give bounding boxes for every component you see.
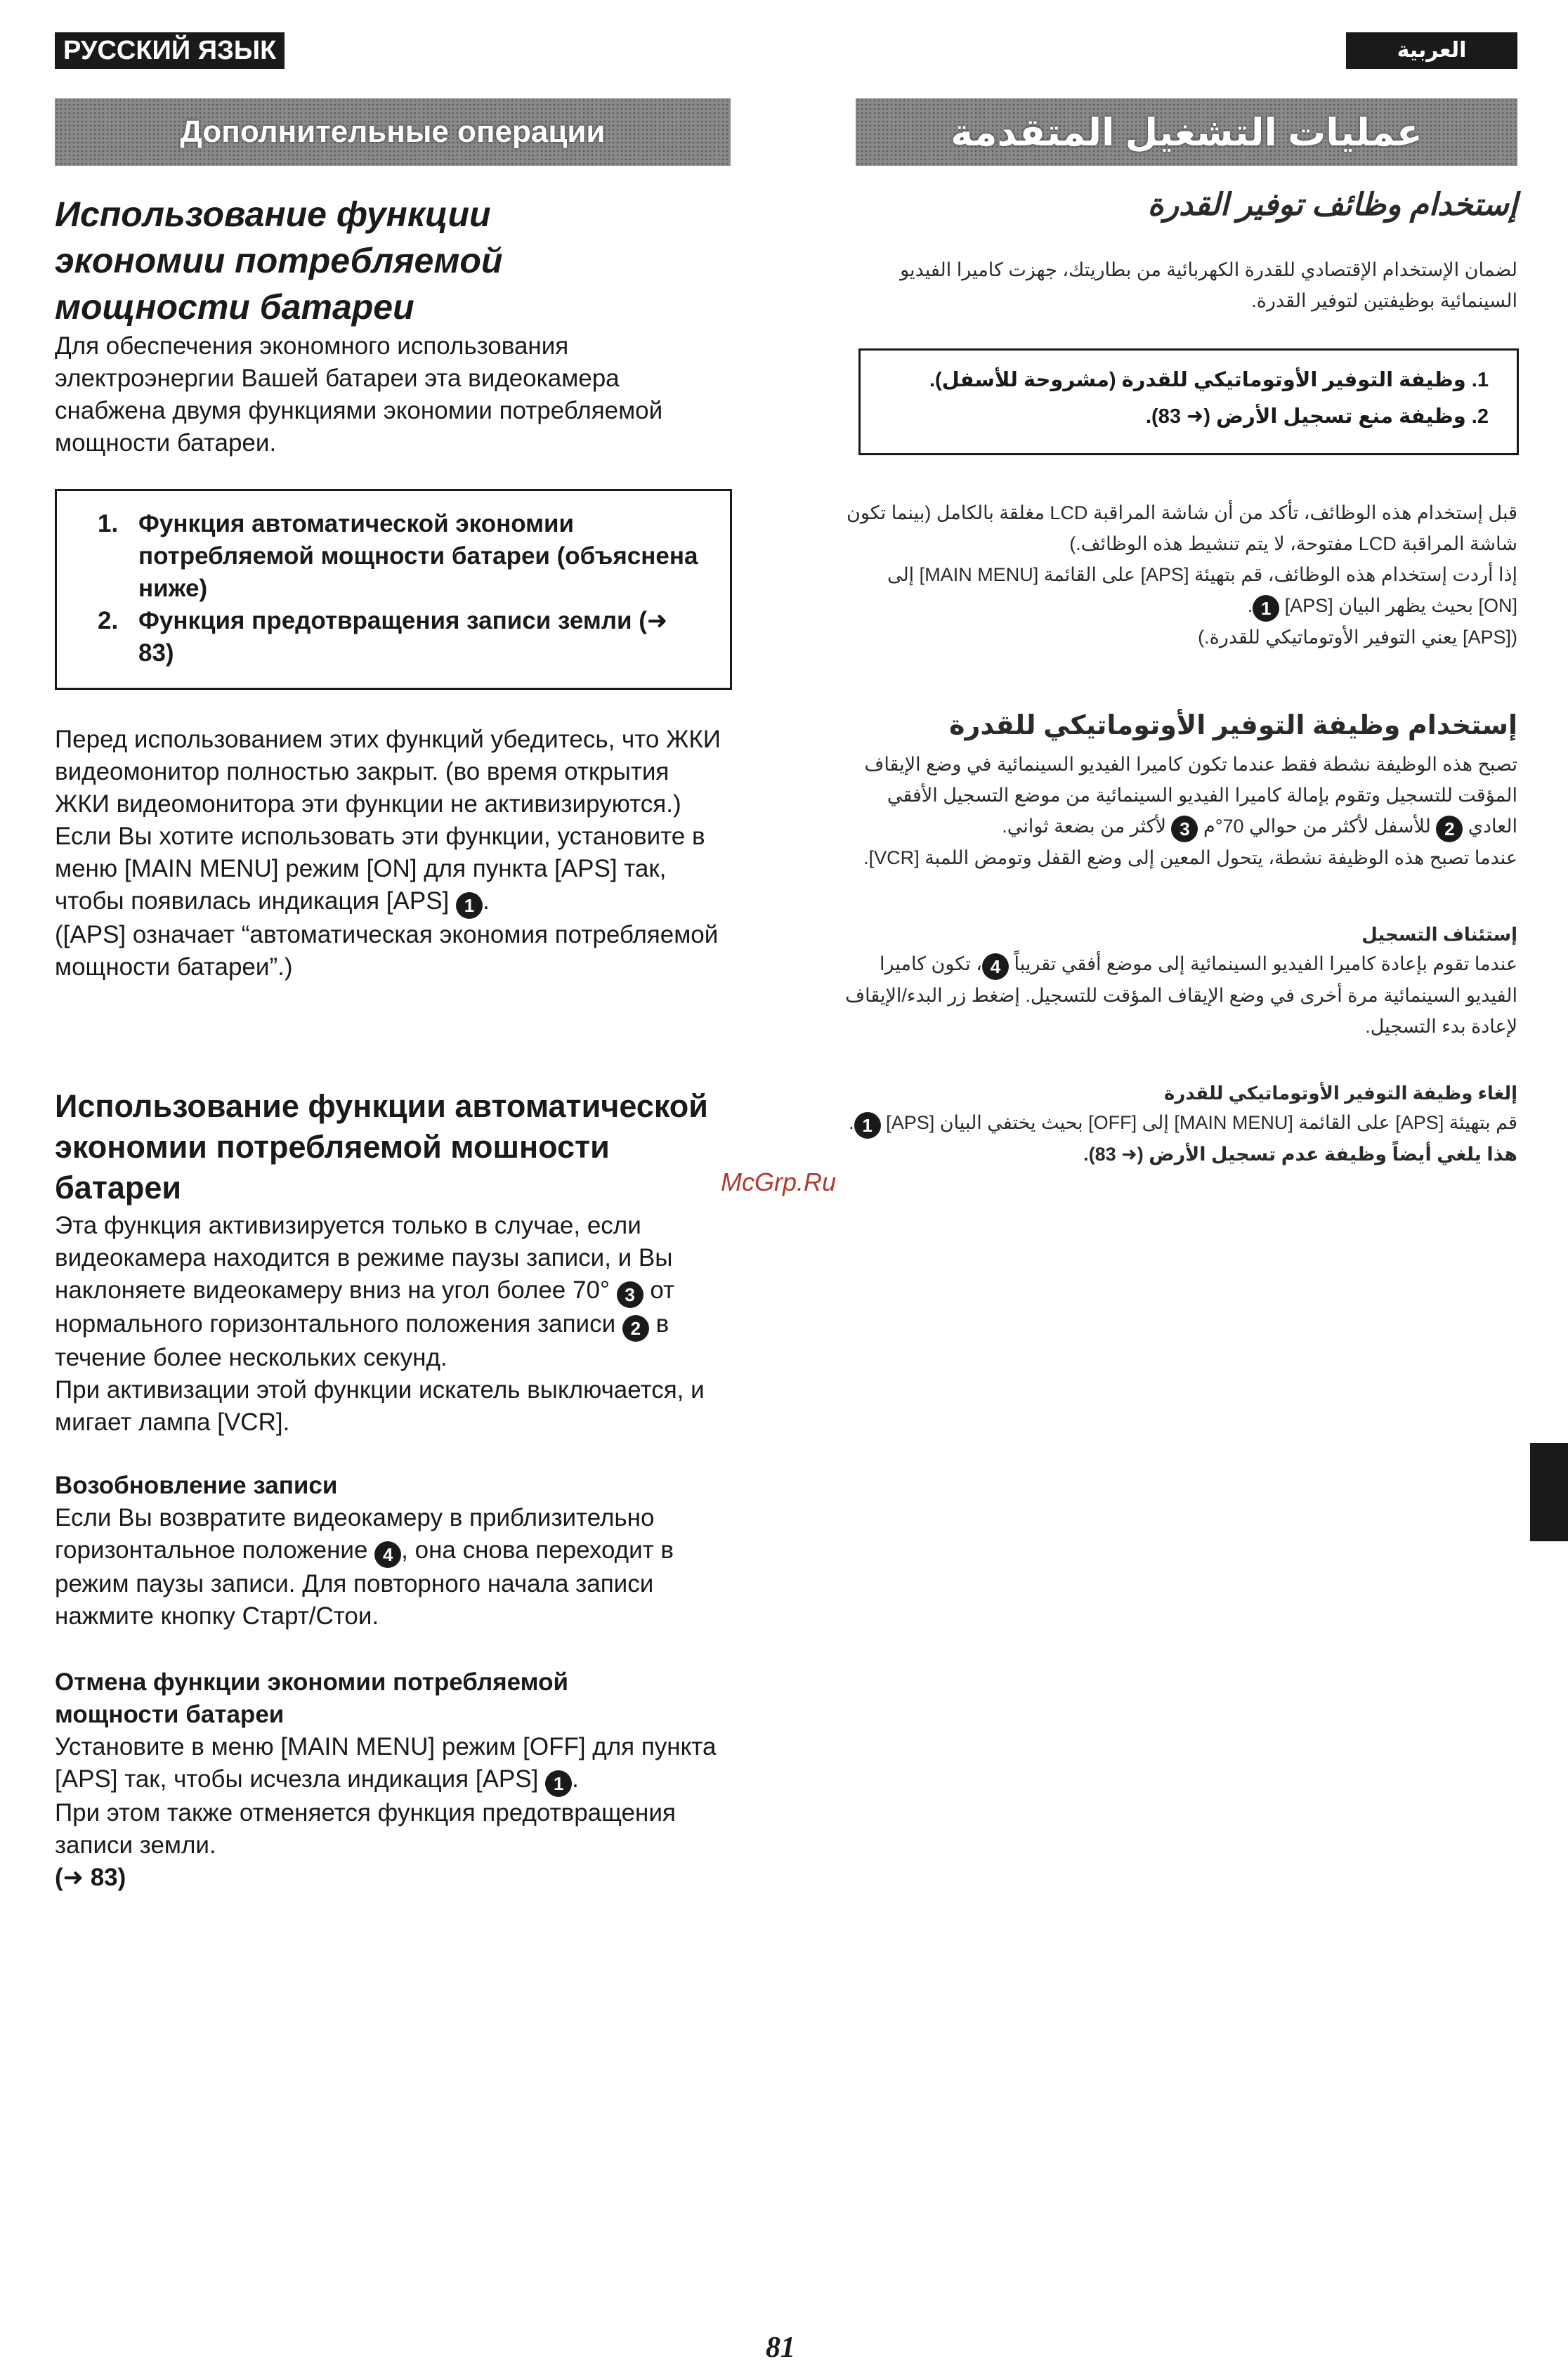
ar-banner-text: عمليات التشغيل المتقدمة — [950, 111, 1423, 154]
ru-cancel-text-2: При этом также отменяется функция предотвращения записи земли. — [55, 1799, 676, 1859]
ar-cancel-title: إلغاء وظيفة التوفير الأوتوماتيكي للقدرة — [1163, 1083, 1517, 1104]
ar-section-banner — [856, 98, 1517, 166]
ru-functions-list — [98, 508, 702, 669]
ar-intro-block — [885, 254, 1517, 316]
list-item — [98, 605, 702, 669]
ar-resume-title: إستئناف التسجيل — [1361, 924, 1517, 945]
ar-language-tag: العربية — [1346, 32, 1517, 69]
ru-cancel: Отмена функции экономии потребляемой мощности батареи Установите в меню [MAIN MENU] режим [OFF] для пункта [APS] так, чтобы исчезла индикация [APS] 1 . При этом также отменяется функция предотвращения записи земли. (➜ 83) — [55, 1666, 729, 1894]
ar-section-text-a: تصبح هذه الوظيفة نشطة فقط عندما تكون كاميرا الفيديو السينمائية في وضع الإيقاف المؤقت للتسجيل وتقوم بإمالة كاميرا الفيديو السينمائية من موضع التسجيل الأفقي العادي — [864, 754, 1517, 837]
marker-3-icon: 3 — [617, 1281, 643, 1308]
ar-functions-box — [858, 348, 1519, 455]
list-item — [98, 508, 702, 605]
ar-box-item-2: وظيفة منع تسجيل الأرض (➜ 83). — [1146, 405, 1466, 428]
ar-resume-text-a: عندما تقوم بإعادة كاميرا الفيديو السينمائية إلى موضع أفقي تقريباً — [1014, 953, 1517, 974]
marker-4-icon: 4 — [374, 1541, 401, 1568]
marker-1-icon: 1 — [456, 892, 483, 919]
ru-cancel-ref: (➜ 83) — [55, 1864, 126, 1891]
ru-section-banner — [55, 98, 731, 166]
ar-title-block — [843, 184, 1517, 226]
ru-resume — [55, 1470, 729, 1633]
marker-1-icon: 1 — [1253, 595, 1279, 622]
ar-box-item-1: وظيفة التوفير الأوتوماتيكي للقدرة (مشروحة للأسفل). — [929, 369, 1466, 391]
ru-section — [55, 1086, 729, 1439]
ar-page-title: إستخدام وظائف توفير القدرة — [1147, 188, 1517, 222]
ru-cancel-text: Установите в меню [MAIN MENU] режим [OFF] для пункта [APS] так, чтобы исчезла индикация [APS] — [55, 1733, 717, 1793]
ru-section-text-a: Эта функция активизируется только в случае, если видеокамера находится в режиме паузы записи, и Вы наклоняете видеокамеру вниз на угол более 70° — [55, 1212, 673, 1304]
ar-resume — [843, 920, 1517, 1042]
ar-resume-text-b: ، تكون كاميرا الفيديو السينمائية مرة أخرى في وضع الإيقاف المؤقت للتسجيل. إضغط زر البدء/الإيقاف لإعادة بدء التسجيل. — [845, 953, 1517, 1037]
ru-box-num-1: 1. — [98, 510, 119, 537]
ru-section-text-c: в течение более нескольких секунд. — [55, 1310, 669, 1371]
ru-para-menu: Если Вы хотите использовать эти функции, установите в меню [MAIN MENU] режим [ON] для пункта [APS] так, чтобы появилась индикация [APS] — [55, 823, 705, 915]
ru-resume-text-b: , она снова переходит в режим паузы записи. Для повторного начала записи нажмите кнопку Старт/Стои. — [55, 1536, 674, 1630]
ar-cancel-text-2: هذا يلغي أيضاً وظيفة عدم تسجيل الأرض (➜ 83). — [1083, 1144, 1517, 1165]
ru-para-lcd: Перед использованием этих функций убедитесь, что ЖКИ видеомонитор полностью закрыт. (во время открытия ЖКИ видеомонитора эти функции не активизируются.) — [55, 726, 721, 818]
ar-box-num-2: 2. — [1471, 405, 1489, 428]
ru-section-text-b: от нормального горизонтального положения записи — [55, 1276, 675, 1338]
ru-section-title: Использование функции автоматической экономии потребляемой мошности батареи — [55, 1088, 708, 1205]
marker-2-icon: 2 — [622, 1315, 649, 1342]
ru-banner-text: Дополнительные операции — [180, 115, 606, 149]
ar-section-text-vcr: عندما تصبح هذه الوظيفة نشطة، يتحول المعين إلى وضع القفل وتومض اللمبة [VCR]. — [863, 847, 1517, 868]
marker-1-icon: 1 — [854, 1112, 881, 1139]
ru-functions-box — [55, 489, 732, 690]
ru-para-aps-meaning: ([APS] означает “автоматическая экономия потребляемой мощности батареи”.) — [55, 921, 719, 981]
ru-box-item-1: Функция автоматической экономии потребляемой мощности батареи (объяснена ниже) — [138, 510, 698, 602]
ar-section — [843, 707, 1517, 873]
ar-section-title: إستخدام وظيفة التوفير الأوتوماتيكي للقدرة — [949, 711, 1517, 740]
ru-intro-block — [55, 330, 729, 459]
ar-box-num-1: 1. — [1471, 369, 1489, 391]
watermark: McGrp.Ru — [721, 1168, 837, 1196]
page-number: 81 — [766, 2332, 795, 2364]
ru-resume-title: Возобновление записи — [55, 1472, 338, 1499]
ru-page-title: Использование функции экономии потребляемой мощности батареи — [55, 195, 503, 327]
ar-functions-list — [889, 362, 1489, 435]
ar-cancel-text: قم بتهيئة [APS] على القائمة [MAIN MENU] إلى [OFF] بحيث يختفي البيان [APS] — [886, 1112, 1517, 1133]
ru-intro: Для обеспечения экономного использования электроэнергии Вашей батареи эта видеокамера снабжена двумя функциями экономии потребляемой мощности батареи. — [55, 332, 663, 457]
ar-para-aps-meaning: ([APS] يعني التوفير الأوتوماتيكي للقدرة.) — [1198, 627, 1517, 648]
marker-4-icon: 4 — [982, 953, 1009, 980]
ru-body-block: Перед использованием этих функций убедитесь, что ЖКИ видеомонитор полностью закрыт. (во время открытия ЖКИ видеомонитора эти функции не активизируются.) Если Вы хотите использовать эти функции, установите в меню [MAIN MENU] режим [ON] для пункта [APS] так, чтобы появилась индикация [APS] 1 . ([APS] означает “автоматическая экономия потребляемой мощности батареи”.) — [55, 724, 729, 983]
marker-3-icon: 3 — [1171, 816, 1198, 842]
ru-cancel-title: Отмена функции экономии потребляемой мощности батареи — [55, 1668, 568, 1728]
ar-section-text-c: لأكثر من بضعة ثواني. — [1002, 816, 1166, 837]
ar-cancel: إلغاء وظيفة التوفير الأوتوماتيكي للقدرة قم بتهيئة [APS] على القائمة [MAIN MENU] إلى [OFF] بحيث يختفي البيان [APS] 1. هذا يلغي أيضاً وظيفة عدم تسجيل الأرض (➜ 83). — [843, 1079, 1517, 1170]
ru-title — [55, 191, 729, 330]
ru-language-tag: РУССКИЙ ЯЗЫК — [55, 32, 285, 69]
list-item — [889, 398, 1489, 435]
list-item — [889, 362, 1489, 398]
marker-2-icon: 2 — [1436, 816, 1463, 842]
ar-para-lcd: قبل إستخدام هذه الوظائف، تأكد من أن شاشة المراقبة LCD مغلقة بالكامل (بينما تكون شاشة المراقبة LCD مفتوحة، لا يتم تنشيط هذه الوظائف.) — [847, 502, 1517, 554]
ar-section-text-b: للأسفل لأكثر من حوالي 70°م — [1203, 816, 1431, 837]
ar-para-menu: إذا أردت إستخدام هذه الوظائف، قم بتهيئة [APS] على القائمة [MAIN MENU] إلى [ON] بحيث يظهر البيان [APS] — [887, 564, 1517, 616]
ru-section-text-vcr: При активизации этой функции искатель выключается, и мигает лампа [VCR]. — [55, 1376, 705, 1436]
ru-box-num-2: 2. — [98, 607, 119, 634]
thumb-index-tab — [1530, 1443, 1568, 1541]
ar-intro: لضمان الإستخدام الإقتصادي للقدرة الكهربائية من بطاريتك، جهزت كاميرا الفيديو السينمائية بوظيفتين لتوفير القدرة. — [900, 259, 1517, 311]
marker-1-icon: 1 — [545, 1770, 572, 1797]
ru-box-item-2: Функция предотвращения записи земли (➜ 83) — [138, 607, 668, 667]
ar-body-block: قبل إستخدام هذه الوظائف، تأكد من أن شاشة المراقبة LCD مغلقة بالكامل (بينما تكون شاشة المراقبة LCD مفتوحة، لا يتم تنشيط هذه الوظائف.) إذا أردت إستخدام هذه الوظائف، قم بتهيئة [APS] على القائمة [MAIN MENU] إلى [ON] بحيث يظهر البيان [APS] 1. ([APS] يعني التوفير الأوتوماتيكي للقدرة.) — [843, 497, 1517, 653]
ru-resume-text-a: Если Вы возвратите видеокамеру в приблизительно горизонтальное положение — [55, 1504, 655, 1564]
